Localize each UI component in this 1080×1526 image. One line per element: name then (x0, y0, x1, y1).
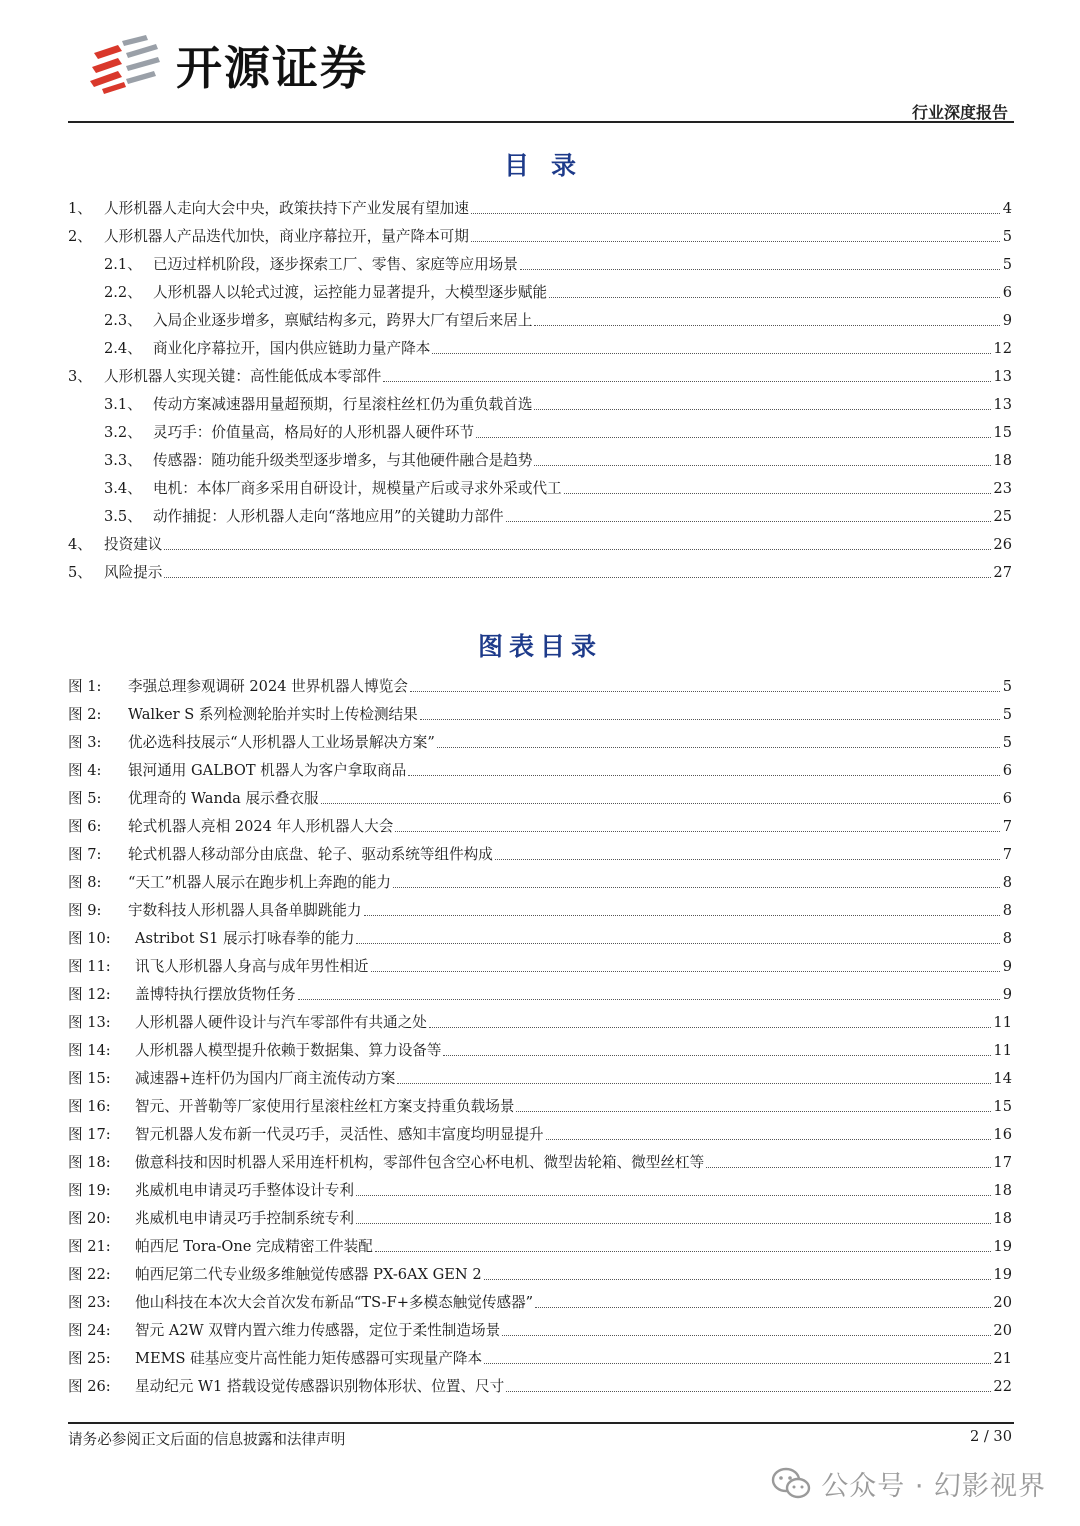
figure-entry[interactable] (68, 1287, 1012, 1313)
entry-number: 5、 (68, 564, 92, 581)
figure-number: 图 4: (68, 762, 102, 779)
figure-number: 图 24: (68, 1322, 111, 1339)
entry-number: 4、 (68, 536, 92, 553)
figure-caption: 减速器+连杆仍为国内厂商主流传动方案 (135, 1070, 396, 1087)
figure-page: 8 (1002, 930, 1012, 947)
figure-caption: 宇数科技人形机器人具备单脚跳能力 (128, 902, 362, 919)
leader-dots (371, 970, 1000, 972)
toc-subentry[interactable] (104, 249, 1012, 275)
page-indicator: 2 / 30 (969, 1428, 1012, 1445)
figure-entry[interactable] (68, 1259, 1012, 1285)
leader-dots (393, 886, 1000, 888)
entry-text: 灵巧手：价值量高，格局好的人形机器人硬件环节 (153, 424, 475, 441)
figure-number: 图 20: (68, 1210, 111, 1227)
entry-number: 3.3、 (104, 452, 142, 469)
entry-page: 18 (993, 452, 1012, 469)
figure-page: 5 (1002, 706, 1012, 723)
leader-dots (356, 942, 1000, 944)
figure-entry[interactable] (68, 1203, 1012, 1229)
entry-text: 人形机器人以轮式过渡，运控能力显著提升，大模型逐步赋能 (153, 284, 548, 301)
entry-number: 3.4、 (104, 480, 142, 497)
figure-number: 图 19: (68, 1182, 111, 1199)
figure-number: 图 6: (68, 818, 102, 835)
figure-entry[interactable] (68, 895, 1012, 921)
leader-dots (534, 408, 991, 410)
figure-page: 18 (993, 1210, 1012, 1227)
leader-dots (432, 352, 991, 354)
toc-entry[interactable] (68, 361, 1012, 387)
leader-dots (535, 1306, 991, 1308)
entry-page: 5 (1002, 228, 1012, 245)
leader-dots (516, 1110, 991, 1112)
entry-page: 25 (993, 508, 1012, 525)
toc-subentry[interactable] (104, 305, 1012, 331)
figure-entry[interactable] (68, 783, 1012, 809)
figure-caption: MEMS 硅基应变片高性能力矩传感器可实现量产降本 (135, 1350, 483, 1367)
entry-page: 13 (993, 396, 1012, 413)
leader-dots (520, 268, 1000, 270)
leader-dots (383, 380, 991, 382)
entry-text: 人形机器人实现关键：高性能低成本零部件 (104, 368, 382, 385)
figure-number: 图 22: (68, 1266, 111, 1283)
figure-caption: 银河通用 GALBOT 机器人为客户拿取商品 (128, 762, 407, 779)
figure-page: 5 (1002, 734, 1012, 751)
leader-dots (164, 576, 991, 578)
entry-text: 风险提示 (104, 564, 163, 581)
figure-number: 图 8: (68, 874, 102, 891)
leader-dots (356, 1222, 992, 1224)
leader-dots (471, 240, 1000, 242)
entry-page: 15 (993, 424, 1012, 441)
figure-entry[interactable] (68, 1343, 1012, 1369)
figure-entry[interactable] (68, 1119, 1012, 1145)
entry-number: 2.2、 (104, 284, 142, 301)
figure-entry[interactable] (68, 811, 1012, 837)
figure-page: 7 (1002, 818, 1012, 835)
leader-dots (534, 324, 1000, 326)
leader-dots (564, 492, 992, 494)
figure-caption: 兆威机电申请灵巧手控制系统专利 (135, 1210, 354, 1227)
figure-caption: 智元、开普勒等厂家使用行星滚柱丝杠方案支持重负载场景 (135, 1098, 515, 1115)
leader-dots (484, 1362, 991, 1364)
figure-page: 19 (993, 1266, 1012, 1283)
figure-number: 图 21: (68, 1238, 111, 1255)
footer-divider (68, 1422, 1014, 1424)
figure-page: 8 (1002, 902, 1012, 919)
figure-entry[interactable] (68, 1091, 1012, 1117)
figure-caption: 人形机器人模型提升依赖于数据集、算力设备等 (135, 1042, 442, 1059)
figure-page: 18 (993, 1182, 1012, 1199)
figure-number: 图 15: (68, 1070, 111, 1087)
figure-number: 图 18: (68, 1154, 111, 1171)
entry-number: 2.3、 (104, 312, 142, 329)
entry-text: 已迈过样机阶段，逐步探索工厂、零售、家庭等应用场景 (153, 256, 518, 273)
figure-caption: 傲意科技和因时机器人采用连杆机构，零部件包含空心杯电机、微型齿轮箱、微型丝杠等 (135, 1154, 705, 1171)
figure-number: 图 13: (68, 1014, 111, 1031)
figure-page: 11 (993, 1042, 1012, 1059)
figure-page: 20 (993, 1322, 1012, 1339)
watermark (771, 1464, 1046, 1503)
entry-text: 人形机器人产品迭代加快，商业序幕拉开，量产降本可期 (104, 228, 469, 245)
leader-dots (506, 1390, 991, 1392)
figure-entry[interactable] (68, 923, 1012, 949)
figure-number: 图 14: (68, 1042, 111, 1059)
watermark-text: 公众号 · 幻影视界 (821, 1471, 1046, 1502)
logo-mark-icon (88, 33, 162, 97)
figure-page: 16 (993, 1126, 1012, 1143)
toc-subentry[interactable] (104, 473, 1012, 499)
figure-number: 图 2: (68, 706, 102, 723)
entry-page: 5 (1002, 256, 1012, 273)
figure-number: 图 11: (68, 958, 111, 975)
figure-page: 6 (1002, 762, 1012, 779)
figure-page: 11 (993, 1014, 1012, 1031)
leader-dots (397, 1082, 991, 1084)
figure-number: 图 10: (68, 930, 111, 947)
figure-page: 14 (993, 1070, 1012, 1087)
figure-entry[interactable] (68, 979, 1012, 1005)
figure-page: 15 (993, 1098, 1012, 1115)
toc-subentry[interactable] (104, 501, 1012, 527)
figure-number: 图 26: (68, 1378, 111, 1395)
toc-subentry[interactable] (104, 445, 1012, 471)
leader-dots (484, 1278, 992, 1280)
leader-dots (549, 296, 1000, 298)
figure-page: 20 (993, 1294, 1012, 1311)
figure-number: 图 23: (68, 1294, 111, 1311)
entry-page: 27 (993, 564, 1012, 581)
entry-number: 2、 (68, 228, 92, 245)
figure-page: 9 (1002, 986, 1012, 1003)
figure-entry[interactable] (68, 1175, 1012, 1201)
figure-number: 图 25: (68, 1350, 111, 1367)
leader-dots (375, 1250, 992, 1252)
figure-entry[interactable] (68, 867, 1012, 893)
entry-text: 电机：本体厂商多采用自研设计，规模量产后或寻求外采或代工 (153, 480, 562, 497)
figure-number: 图 9: (68, 902, 102, 919)
toc-title: 目录 (503, 151, 598, 180)
entry-text: 动作捕捉：人形机器人走向“落地应用”的关键助力部件 (153, 508, 504, 525)
figure-entry[interactable] (68, 699, 1012, 725)
leader-dots (471, 212, 1000, 214)
entry-page: 26 (993, 536, 1012, 553)
report-type: 行业深度报告 (911, 103, 1008, 122)
entry-text: 人形机器人走向大会中央，政策扶持下产业发展有望加速 (104, 200, 469, 217)
figure-caption: 李强总理参观调研 2024 世界机器人博览会 (128, 678, 408, 695)
entry-number: 3.5、 (104, 508, 142, 525)
entry-text: 商业化序幕拉开，国内供应链助力量产降本 (153, 340, 431, 357)
figure-caption: 轮式机器人亮相 2024 年人形机器人大会 (128, 818, 394, 835)
toc-entry[interactable] (68, 221, 1012, 247)
figure-entry[interactable] (68, 839, 1012, 865)
leader-dots (364, 914, 1000, 916)
wechat-icon (771, 1467, 811, 1501)
leader-dots (706, 1166, 991, 1168)
figure-entry[interactable] (68, 1371, 1012, 1397)
brand-name: 开源证券 (176, 41, 368, 95)
figure-entry[interactable] (68, 727, 1012, 753)
figure-number: 图 1: (68, 678, 102, 695)
figure-caption: 帕西尼 Tora-One 完成精密工件装配 (135, 1238, 373, 1255)
figure-number: 图 3: (68, 734, 102, 751)
figure-entry[interactable] (68, 1007, 1012, 1033)
brand-logo (88, 32, 368, 98)
leader-dots (321, 802, 1001, 804)
figure-caption: 优理奇的 Wanda 展示叠衣服 (128, 790, 319, 807)
entry-page: 13 (993, 368, 1012, 385)
leader-dots (356, 1194, 992, 1196)
entry-text: 投资建议 (104, 536, 163, 553)
entry-page: 6 (1002, 284, 1012, 301)
entry-number: 2.1、 (104, 256, 142, 273)
figure-caption: 轮式机器人移动部分由底盘、轮子、驱动系统等组件构成 (128, 846, 493, 863)
figure-caption: 盖博特执行摆放货物任务 (135, 986, 296, 1003)
entry-text: 入局企业逐步增多，禀赋结构多元，跨界大厂有望后来居上 (153, 312, 533, 329)
figure-page: 17 (993, 1154, 1012, 1171)
toc-entry[interactable] (68, 529, 1012, 555)
leader-dots (437, 746, 1000, 748)
leader-dots (476, 436, 991, 438)
figure-entry[interactable] (68, 1315, 1012, 1341)
entry-page: 4 (1002, 200, 1012, 217)
leader-dots (502, 1334, 991, 1336)
figure-number: 图 7: (68, 846, 102, 863)
leader-dots (395, 830, 1000, 832)
toc-subentry[interactable] (104, 277, 1012, 303)
figure-entry[interactable] (68, 1063, 1012, 1089)
leader-dots (408, 774, 1000, 776)
entry-page: 9 (1002, 312, 1012, 329)
entry-number: 3.1、 (104, 396, 142, 413)
figure-caption: 智元 A2W 双臂内置六维力传感器，定位于柔性制造场景 (135, 1322, 501, 1339)
figure-page: 7 (1002, 846, 1012, 863)
figure-caption: 智元机器人发布新一代灵巧手，灵活性、感知丰富度均明显提升 (135, 1126, 544, 1143)
figure-page: 21 (993, 1350, 1012, 1367)
entry-text: 传动方案减速器用量超预期，行星滚柱丝杠仍为重负载首选 (153, 396, 533, 413)
leader-dots (429, 1026, 992, 1028)
figure-caption: 星动纪元 W1 搭载设觉传感器识别物体形状、位置、尺寸 (135, 1378, 505, 1395)
figure-page: 22 (993, 1378, 1012, 1395)
figure-caption: 他山科技在本次大会首次发布新品“TS-F+多模态触觉传感器” (135, 1294, 534, 1311)
leader-dots (443, 1054, 991, 1056)
figure-number: 图 16: (68, 1098, 111, 1115)
entry-number: 2.4、 (104, 340, 142, 357)
leader-dots (164, 548, 991, 550)
leader-dots (298, 998, 1000, 1000)
figure-entry[interactable] (68, 1035, 1012, 1061)
figure-caption: 讯飞人形机器人身高与成年男性相近 (135, 958, 369, 975)
figure-page: 8 (1002, 874, 1012, 891)
leader-dots (410, 690, 1000, 692)
figure-entry[interactable] (68, 671, 1012, 697)
figure-page: 9 (1002, 958, 1012, 975)
figure-page: 6 (1002, 790, 1012, 807)
toc-subentry[interactable] (104, 333, 1012, 359)
leader-dots (546, 1138, 992, 1140)
figure-page: 19 (993, 1238, 1012, 1255)
figure-caption: 帕西尼第二代专业级多维触觉传感器 PX-6AX GEN 2 (135, 1266, 482, 1283)
leader-dots (534, 464, 991, 466)
figure-entry[interactable] (68, 951, 1012, 977)
figure-caption: 人形机器人硬件设计与汽车零部件有共通之处 (135, 1014, 427, 1031)
figure-entry[interactable] (68, 1147, 1012, 1173)
toc-subentry[interactable] (104, 417, 1012, 443)
leader-dots (506, 520, 992, 522)
figure-entry[interactable] (68, 755, 1012, 781)
entry-number: 1、 (68, 200, 92, 217)
figure-caption: 优必选科技展示“人形机器人工业场景解决方案” (128, 734, 435, 751)
header-divider (68, 121, 1014, 123)
toc-entry[interactable] (68, 557, 1012, 583)
figure-page: 5 (1002, 678, 1012, 695)
entry-page: 23 (993, 480, 1012, 497)
figure-number: 图 17: (68, 1126, 111, 1143)
figure-caption: “天工”机器人展示在跑步机上奔跑的能力 (128, 874, 392, 891)
entry-number: 3、 (68, 368, 92, 385)
figure-caption: Walker S 系列检测轮胎并实时上传检测结果 (128, 706, 418, 723)
leader-dots (420, 718, 1000, 720)
figure-caption: Astribot S1 展示打咏春拳的能力 (135, 930, 355, 947)
entry-number: 3.2、 (104, 424, 142, 441)
leader-dots (495, 858, 1000, 860)
footer-disclaimer: 请务必参阅正文后面的信息披露和法律声明 (68, 1431, 346, 1448)
toc-subentry[interactable] (104, 389, 1012, 415)
entry-text: 传感器：随功能升级类型逐步增多，与其他硬件融合是趋势 (153, 452, 533, 469)
figure-number: 图 12: (68, 986, 111, 1003)
figure-entry[interactable] (68, 1231, 1012, 1257)
entry-page: 12 (993, 340, 1012, 357)
figures-title: 图表目录 (477, 632, 602, 661)
toc-entry[interactable] (68, 193, 1012, 219)
figure-caption: 兆威机电申请灵巧手整体设计专利 (135, 1182, 354, 1199)
figure-number: 图 5: (68, 790, 102, 807)
